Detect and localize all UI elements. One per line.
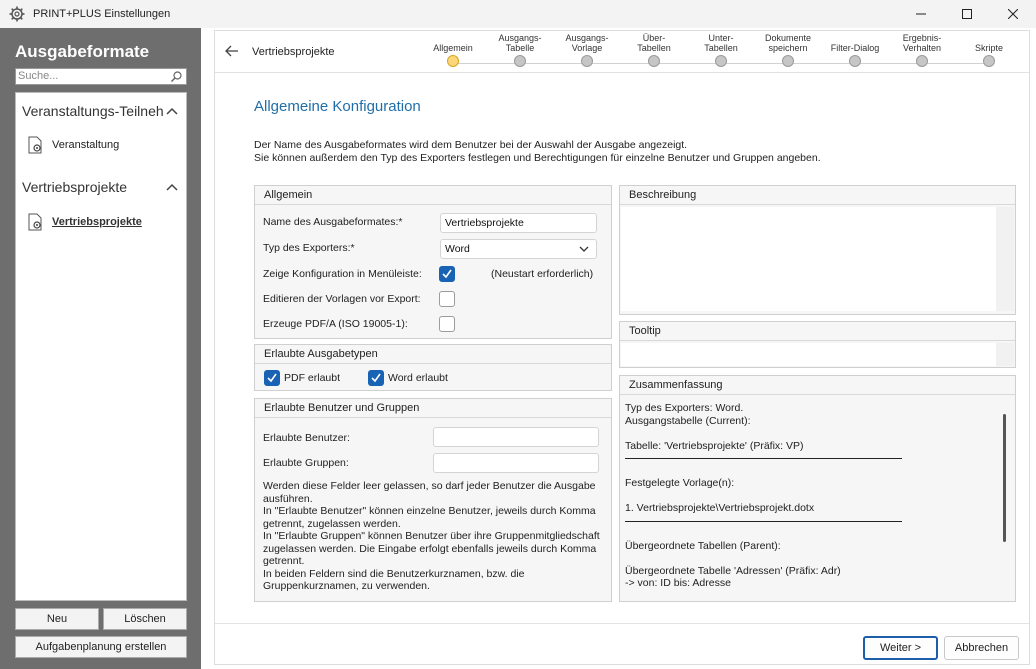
document-gear-icon	[26, 136, 44, 154]
summary-line: Ausgangstabelle (Current):	[625, 414, 751, 427]
step-ergebnis-verhalten[interactable]	[887, 31, 957, 67]
summary-line: Übergeordnete Tabelle 'Adressen' (Präfix: Adr)	[625, 564, 841, 577]
help-line: In "Erlaubte Gruppen" können Benutzer über ihre Gruppenmitgliedschaft	[263, 530, 600, 542]
allowed-users-label: Erlaubte Benutzer:	[263, 432, 350, 444]
group-ausgabetypen	[254, 344, 612, 391]
chevron-up-icon[interactable]	[166, 107, 178, 115]
summary-text	[625, 402, 995, 590]
step-dot	[849, 55, 861, 67]
name-input[interactable]: Vertriebsprojekte	[440, 213, 597, 233]
summary-line: Tabelle: 'Vertriebsprojekte' (Präfix: VP)	[625, 439, 804, 452]
search-icon	[170, 70, 183, 83]
help-line: getrennt, zugelassen werden.	[263, 517, 401, 530]
help-line: ausführen.	[263, 492, 313, 505]
group-title: Allgemein	[255, 186, 611, 205]
sidebar-item-label: Vertriebsprojekte	[52, 216, 142, 228]
summary-line: -> von: ID bis: Adresse	[625, 577, 731, 589]
exporter-type-select[interactable]	[440, 239, 597, 259]
step-dot	[648, 55, 660, 67]
pdf-allowed-label: PDF erlaubt	[284, 372, 341, 384]
help-line: zugelassen werden. Die Eingabe erfolgt ebenfalls jeweils durch Komma	[263, 542, 597, 555]
tooltip-input[interactable]	[621, 343, 1014, 366]
intro-line: Sie können außerdem den Typ des Exporters festlegen und Berechtigungen für einzelne Benutzer und Gruppen angeben.	[254, 152, 821, 164]
window-title: PRINT+PLUS Einstellungen	[33, 8, 171, 20]
help-line: Gruppenkurznamen, zu verwenden.	[263, 580, 430, 592]
delete-button[interactable]: Löschen	[103, 608, 187, 630]
step-dot	[983, 55, 995, 67]
chevron-down-icon	[579, 246, 589, 253]
step-ausgangs-tabelle[interactable]	[485, 31, 555, 67]
vertical-scrollbar[interactable]	[996, 207, 1014, 311]
group-title: Tooltip	[620, 322, 1015, 341]
help-line: In beiden Feldern sind die Benutzerkurznamen, bzw. die	[263, 567, 525, 580]
title-bar	[0, 0, 1036, 28]
page-intro	[254, 139, 821, 165]
checkmark-icon	[369, 371, 383, 385]
minimize-button[interactable]	[898, 0, 944, 28]
group-allgemein	[254, 185, 612, 339]
search-input[interactable]	[15, 68, 187, 85]
group-beschreibung	[619, 185, 1016, 315]
name-label: Name des Ausgabeformates:*	[263, 216, 403, 228]
show-menu-checkbox[interactable]	[439, 266, 455, 282]
group-title: Zusammenfassung	[620, 376, 1015, 395]
word-allowed-label: Word erlaubt	[388, 372, 448, 384]
group-title: Erlaubte Benutzer und Gruppen	[255, 399, 611, 418]
step-label: Filter-Dialog	[830, 43, 880, 53]
minimize-icon	[916, 9, 926, 19]
summary-divider	[625, 521, 902, 522]
show-menu-label: Zeige Konfiguration in Menüleiste:	[263, 268, 422, 280]
step-label: Unter- Tabellen	[704, 33, 738, 53]
intro-line: Der Name des Ausgabeformates wird dem Benutzer bei der Auswahl der Ausgabe angezeigt.	[254, 139, 688, 151]
help-line: In "Erlaubte Benutzer" können einzelne Benutzer, jeweils durch Komma	[263, 505, 596, 517]
document-gear-icon	[26, 213, 44, 231]
step-dot	[782, 55, 794, 67]
summary-spacer	[625, 552, 995, 565]
maximize-icon	[962, 9, 972, 19]
step-unter-tabellen[interactable]	[686, 31, 756, 67]
step-dot	[916, 55, 928, 67]
checkmark-icon	[440, 267, 454, 281]
gear-icon	[9, 6, 25, 22]
step-label: Allgemein	[433, 43, 473, 53]
summary-line: Festgelegte Vorlage(n):	[625, 477, 735, 489]
sidebar-item-veranstaltung[interactable]	[26, 136, 119, 154]
step-allgemein[interactable]	[418, 31, 488, 67]
step-dot	[447, 55, 459, 67]
sidebar	[0, 28, 201, 669]
step-label: Dokumente speichern	[764, 33, 812, 53]
permissions-help-text	[263, 480, 608, 593]
group-title: Erlaubte Ausgabetypen	[255, 345, 611, 364]
schedule-task-button[interactable]: Aufgabenplanung erstellen	[15, 636, 187, 658]
summary-scrollbar[interactable]	[1003, 414, 1006, 542]
sidebar-item-label: Veranstaltung	[52, 139, 120, 151]
sidebar-item-vertriebsprojekte[interactable]	[26, 213, 142, 231]
vertical-scrollbar[interactable]	[996, 343, 1014, 366]
allowed-groups-label: Erlaubte Gruppen:	[263, 457, 349, 469]
main-panel	[214, 30, 1030, 665]
step-label: Ergebnis- Verhalten	[902, 33, 942, 53]
pdf-allowed-checkbox[interactable]	[264, 370, 280, 386]
step-label: Ausgangs- Vorlage	[565, 33, 609, 53]
cancel-button[interactable]: Abbrechen	[944, 636, 1019, 660]
sidebar-title: Ausgabeformate	[15, 42, 150, 61]
summary-line: 1. Vertriebsprojekte\Vertriebsprojekt.dotx	[625, 502, 815, 514]
word-allowed-checkbox[interactable]	[368, 370, 384, 386]
wizard-nav	[215, 31, 1029, 73]
summary-divider	[625, 458, 902, 459]
step-label: Ausgangs- Tabelle	[498, 33, 542, 53]
step-ausgangs-vorlage[interactable]	[552, 31, 622, 67]
group-tooltip	[619, 321, 1016, 368]
step-filter-dialog[interactable]	[820, 31, 890, 67]
exporter-type-label: Typ des Exporters:*	[263, 242, 355, 254]
step-dot	[581, 55, 593, 67]
pdfa-checkbox[interactable]	[439, 316, 455, 332]
group-zusammenfassung	[619, 375, 1016, 602]
sidebar-group-veranstaltung[interactable]: Veranstaltungs-Teilneh	[22, 103, 164, 119]
footer-divider	[215, 623, 1029, 624]
pdfa-label: Erzeuge PDF/A (ISO 19005-1):	[263, 318, 408, 330]
edit-templates-checkbox[interactable]	[439, 291, 455, 307]
step-dot	[514, 55, 526, 67]
checkmark-icon	[265, 371, 279, 385]
exporter-type-value: Word	[445, 243, 470, 255]
step-dokumente-speichern[interactable]	[753, 31, 823, 67]
summary-line: Übergeordnete Tabellen (Parent):	[625, 539, 781, 552]
next-button[interactable]: Weiter >	[863, 636, 938, 660]
maximize-button[interactable]	[944, 0, 990, 28]
page-title: Allgemeine Konfiguration	[254, 98, 421, 115]
back-arrow-icon[interactable]	[225, 45, 239, 57]
restart-note: (Neustart erforderlich)	[491, 268, 594, 280]
allowed-users-input[interactable]	[433, 427, 599, 447]
edit-templates-label: Editieren der Vorlagen vor Export:	[263, 293, 421, 305]
breadcrumb: Vertriebsprojekte	[252, 46, 335, 58]
group-title: Beschreibung	[620, 186, 1015, 205]
search-placeholder: Suche...	[18, 70, 59, 82]
new-button[interactable]: Neu	[15, 608, 99, 630]
step-label: Skripte	[974, 43, 1003, 53]
step-ueber-tabellen[interactable]	[619, 31, 689, 67]
description-textarea[interactable]	[621, 207, 1014, 311]
close-icon	[1008, 9, 1018, 19]
group-benutzer	[254, 398, 612, 602]
chevron-up-icon[interactable]	[166, 183, 178, 191]
help-line: Werden diese Felder leer gelassen, so darf jeder Benutzer die Ausgabe	[263, 480, 596, 492]
sidebar-group-vertriebsprojekte[interactable]: Vertriebsprojekte	[22, 179, 128, 195]
step-skripte[interactable]	[954, 31, 1024, 67]
step-label: Über- Tabellen	[637, 33, 671, 53]
close-button[interactable]	[990, 0, 1036, 28]
summary-spacer	[625, 427, 995, 440]
allowed-groups-input[interactable]	[433, 453, 599, 473]
summary-spacer	[625, 490, 995, 503]
format-list	[15, 92, 187, 601]
help-line: getrennt.	[263, 555, 305, 567]
step-dot	[715, 55, 727, 67]
summary-line: Typ des Exporters: Word.	[625, 402, 744, 414]
